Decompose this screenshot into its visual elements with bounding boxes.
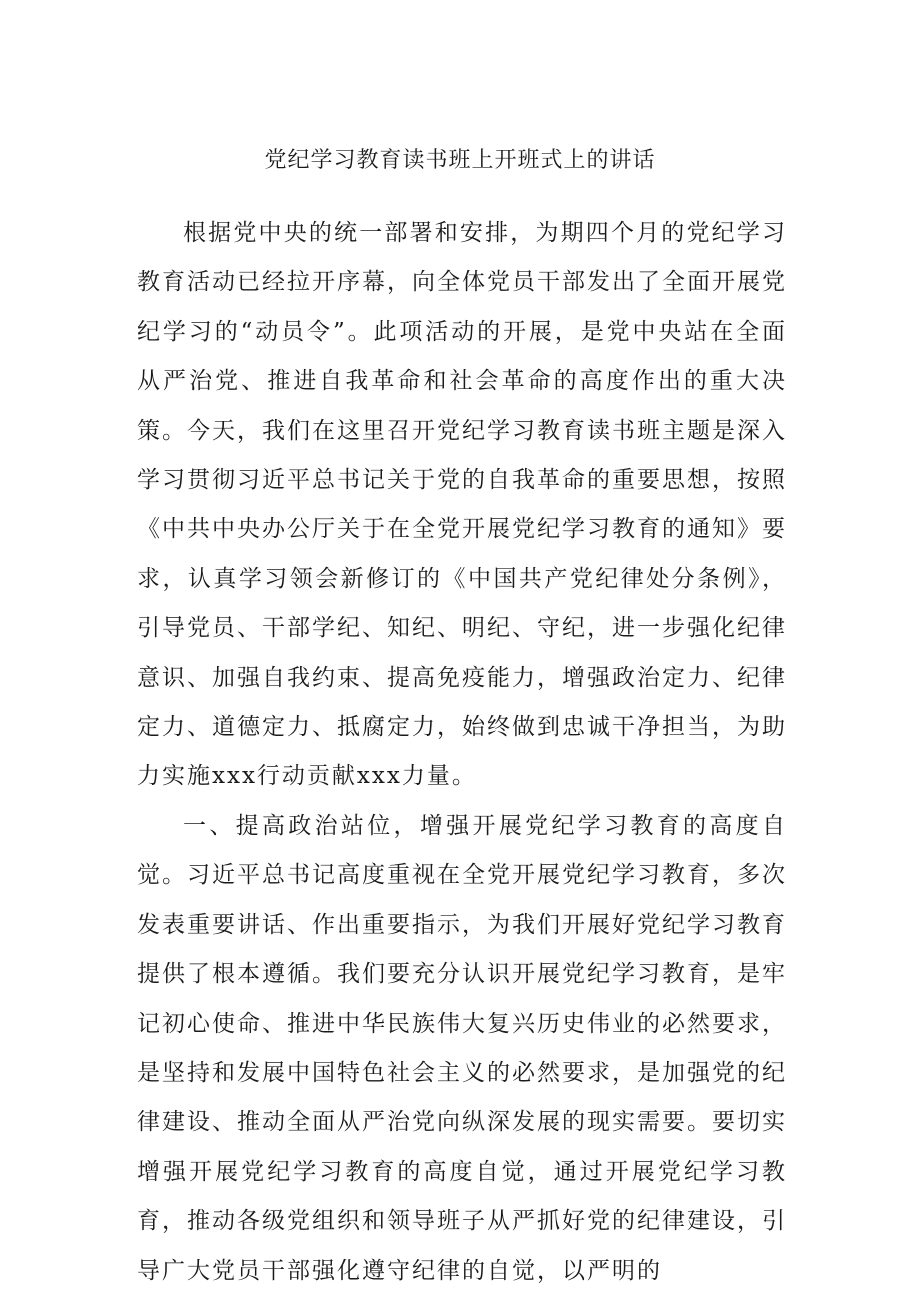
document-body — [137, 209, 787, 1296]
document-title: 党纪学习教育读书班上开班式上的讲话 — [264, 148, 656, 173]
paragraph-section-one: 一、提高政治站位，增强开展党纪学习教育的高度自觉。习近平总书记高度重视在全党开展党纪学习教育，多次发表重要讲话、作出重要指示，为我们开展好党纪学习教育提供了根本遵循。我们要充分认识开展党纪学习教育，是牢记初心使命、推进中华民族伟大复兴历史伟业的必然要求，是坚持和发展中国特色社会主义的必然要求，是加强党的纪律建设、推动全面从严治党向纵深发展的现实需要。要切实增强开展党纪学习教育的高度自觉，通过开展党纪学习教育，推动各级党组织和领导班子从严抓好党的纪律建设，引导广大党员干部强化遵守纪律的自觉，以严明的 — [137, 812, 787, 1284]
paragraph-intro: 根据党中央的统一部署和安排，为期四个月的党纪学习教育活动已经拉开序幕，向全体党员干部发出了全面开展党纪学习的“动员令”。此项活动的开展，是党中央站在全面从严治党、推进自我革命和社会革命的高度作出的重大决策。今天，我们在这里召开党纪学习教育读书班主题是深入学习贯彻习近平总书记关于党的自我革命的重要思想，按照《中共中央办公厅关于在全党开展党纪学习教育的通知》要求，认真学习领会新修订的《中国共产党纪律处分条例》，引导党员、干部学纪、知纪、明纪、守纪，进一步强化纪律意识、加强自我约束、提高免疫能力，增强政治定力、纪律定力、道德定力、抵腐定力，始终做到忠诚干净担当，为助力实施xxx行动贡献xxx力量。 — [137, 220, 787, 790]
